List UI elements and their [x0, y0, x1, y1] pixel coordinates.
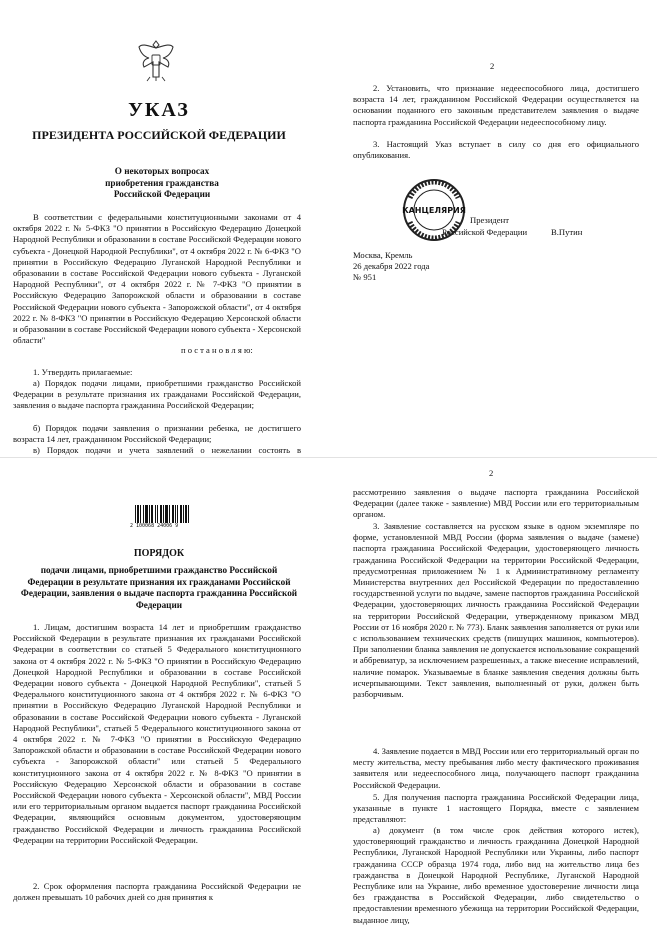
procedure-title: ПОРЯДОК	[133, 548, 185, 559]
signature-name: В.Путин	[551, 227, 583, 237]
decree-subtitle: ПРЕЗИДЕНТА РОССИЙСКОЙ ФЕДЕРАЦИИ	[32, 128, 286, 142]
procedure-continuation: рассмотрению заявления о выдаче паспорта гражданина Российской Федерации (далее также - заявление) МВД России или его территориальным органом.	[353, 487, 639, 520]
decree-item-a: а) Порядок подачи лицами, приобретшими гражданство Российской Федерации в результате признания их гражданами Российской Федерации, заявления о выдаче паспорта гражданина Российской Федерации;	[13, 378, 301, 411]
decree-page-2	[330, 0, 657, 456]
signing-date: 26 декабря 2022 года	[353, 261, 430, 271]
procedure-item-1: 1. Лицам, достигшим возраста 14 лет и приобретшим гражданство Российской Федерации в результате признания их гражданами Российской Федерации в соответствии со статьей 5 Федерального конституционного закона от 4 октября 2022 г. № 5-ФКЗ "О принятии в Российскую Федерацию Донецкой Народной Республики и образовании в составе Российской Федерации нового субъекта - Донецкой Народной Республики", статьей 5 Федерального конституционного закона от 4 октября 2022 г. № 6-ФКЗ "О принятии в Российскую Федерацию Луганской Народной Республики и образовании в составе Российской Федерации нового субъекта - Луганской Народной Республики", статьей 5 Федерального конституционного закона от 4 октября 2022 г. № 7-ФКЗ "О принятии в Российскую Федерацию Запорожской области и образовании в составе Российской Федерации нового субъекта - Запорожской области" или статьей 5 Федерального конституционного закона от 4 октября 2022 г. № 8-ФКЗ "О принятии в Российскую Федерацию Херсонской области и образовании в составе Российской Федерации нового субъекта - Херсонской области", МВД России или его территориальным органом выдается паспорт гражданина Российской Федерации, являющийся основным документом, удостоверяющим гражданство Российской Федерации и личность гражданина Российской Федерации на территории Российской Федерации.	[13, 622, 301, 845]
coat-of-arms-icon	[136, 37, 176, 83]
signature-title-2: Российской Федерации	[442, 227, 528, 237]
decree-resolve-word: п о с т а н о в л я ю:	[181, 345, 253, 355]
decree-item-2: 2. Установить, что признание недееспособного лица, достигшего возраста 14 лет, гражданином Российской Федерации осуществляется на основании поданного его законным представителем заявления о выдаче паспорта гражданина Российской Федерации недееспособному лицу.	[353, 83, 639, 127]
procedure-item-3: 3. Заявление составляется на русском языке в одном экземпляре по форме, установленной МВД России (форма заявления о выдаче (замене) паспорта гражданина Российской Федерации, удостоверяющего личность гражданина Российской Федерации на территории Российской Федерации, предусмотренная приложением № 1 к Административному регламенту Министерства внутренних дел Российской Федерации по предоставлению государственной услуги по выдаче, замене паспортов гражданина Российской Федерации, удостоверяющих личность гражданина Российской Федерации на территории Российской Федерации, утвержденному приказом МВД России от 16 ноября 2020 г. № 773). Бланк заявления заполняется от руки или с использованием технических средств (пишущих машинок, компьютеров). При заполнении бланка заявления не допускается использование сокращений и аббревиатур, за исключением разрешенных, а также внесение исправлений, наличие помарок. Указываемые в бланке заявления сведения должны быть исчерпывающими. Текст заявления, выполненный от руки, должен быть разборчивым.	[353, 521, 639, 700]
procedure-item-2: 2. Срок оформления паспорта гражданина Российской Федерации не должен превышать 10 рабочих дней со дня принятия к	[13, 881, 301, 903]
procedure-item-5a: а) документ (в том числе срок действия которого истек), удостоверяющий гражданство и личность гражданина Донецкой Народной Республики, Луганской Народной Республики или Украины, либо паспорт гражданина СССР образца 1974 года, либо вид на жительство лица без гражданства в Донецкой Народной Республике, Луганской Народной Республике или на Украине, либо временное удостоверение личности лица без гражданства в Российской Федерации, либо свидетельство о предоставлении временного убежища на территории Российской Федерации, выданное лицу,	[353, 825, 639, 925]
chancellery-stamp-icon	[402, 178, 466, 242]
barcode-icon	[134, 505, 190, 523]
barcode-number: 2 100068 24006 9	[130, 523, 179, 529]
decree-title: УКАЗ	[128, 99, 190, 121]
procedure-item-5: 5. Для получения паспорта гражданина Российской Федерации лица, указанные в пункте 1 настоящего Порядка, вместе с заявлением представляют:	[353, 792, 639, 825]
signing-place: Москва, Кремль	[353, 250, 413, 260]
signature-title-1: Президент	[470, 215, 509, 225]
decree-item-1: 1. Утвердить прилагаемые:	[33, 367, 133, 377]
decree-page-1	[0, 0, 330, 456]
stamp-text: КАНЦЕЛЯРИЯ	[402, 206, 466, 215]
decree-heading: О некоторых вопросах приобретения гражданства Российской Федерации	[105, 166, 219, 199]
decree-item-b: б) Порядок подачи заявления о признании ребенка, не достигшего возраста 14 лет, гражданином Российской Федерации;	[13, 423, 301, 445]
decree-item-v: в) Порядок подачи и учета заявлений о нежелании состоять в	[33, 445, 301, 455]
page-number: 2	[490, 61, 495, 71]
procedure-page-number: 2	[489, 468, 494, 478]
decree-preamble: В соответствии с федеральными конституционными законами от 4 октября 2022 г. № 5-ФКЗ "О принятии в Российскую Федерацию Донецкой Народной Республики и образовании в составе Российской Федерации нового субъекта - Донецкой Народной Республики", от 4 октября 2022 г. № 6-ФКЗ "О принятии в Российскую Федерацию Луганской Народной Республики и образовании в составе Российской Федерации нового субъекта - Луганской Народной Республики", от 4 октября 2022 г. № 7-ФКЗ "О принятии в Российскую Федерацию Запорожской области и образовании в составе Российской Федерации нового субъекта - Запорожской области", от 4 октября 2022 г. № 8-ФКЗ "О принятии в Российскую Федерацию Херсонской области и образовании в составе Российской Федерации нового субъекта - Херсонской области"	[13, 212, 301, 346]
procedure-item-4: 4. Заявление подается в МВД России или его территориальный орган по месту жительства, месту пребывания либо месту фактического проживания заявителя или недееспособного лица, получающего паспорт гражданина Российской Федерации.	[353, 746, 639, 790]
decree-item-3: 3. Настоящий Указ вступает в силу со дня его официального опубликования.	[353, 139, 639, 161]
procedure-heading: подачи лицами, приобретшими гражданство Российской Федерации в результате признания их гражданами Российской Федерации, заявления о выдаче паспорта гражданина Российской Федерации	[20, 565, 298, 610]
decree-number: № 951	[353, 272, 377, 282]
